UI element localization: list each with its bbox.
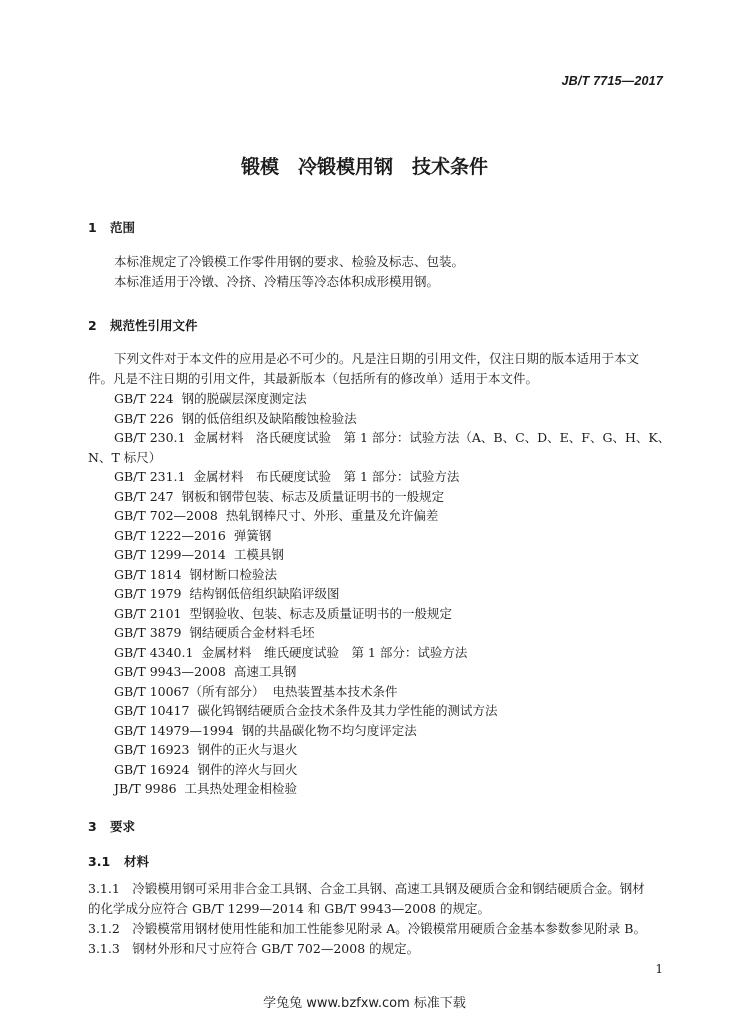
reference-item: [114, 389, 307, 409]
section-title: 规范性引用文件: [110, 318, 198, 333]
paragraph: 本标准适用于冷镦、冷挤、冷精压等冷态体积成形模用钢。: [114, 274, 440, 289]
reference-title: 工模具钢: [233, 547, 284, 562]
section-3-heading: [88, 817, 135, 835]
section-number: 2: [88, 318, 97, 333]
paragraph: 的化学成分应符合 GB/T 1299—2014 和 GB/T 9943—2008 的规定。: [88, 901, 491, 916]
reference-code: GB/T 226: [114, 410, 174, 426]
reference-code: GB/T 1979: [114, 586, 182, 601]
reference-item: [114, 701, 497, 721]
section-number: 1: [88, 220, 97, 235]
reference-title: 钢的低倍组织及缺陷酸蚀检验法: [181, 410, 357, 426]
footer-watermark: 学兔兔 www.bzfxw.com 标准下载: [263, 996, 466, 1011]
reference-title: 金属材料 洛氏硬度试验 第 1 部分：试验方法（A、B、C、D、E、F、G、H、K、: [193, 430, 671, 445]
reference-title: 钢件的正火与退火: [197, 742, 298, 757]
reference-title: 热轧钢棒尺寸、外形、重量及允许偏差: [225, 508, 439, 523]
reference-item: [114, 623, 315, 643]
paragraph: 3.1.3 钢材外形和尺寸应符合 GB/T 702—2008 的规定。: [88, 941, 420, 956]
reference-title: 钢结硬质合金材料毛坯: [189, 625, 315, 640]
document-title: 锻模 冷锻模用钢 技术条件: [240, 156, 488, 178]
reference-code: GB/T 10417: [114, 703, 190, 718]
reference-code: GB/T 4340.1: [114, 644, 194, 660]
reference-title: 高速工具钢: [233, 664, 297, 679]
reference-title: 金属材料 维氏硬度试验 第 1 部分：试验方法: [201, 644, 468, 660]
reference-code: GB/T 1222—2016: [114, 527, 226, 543]
paragraph: 下列文件对于本文件的应用是必不可少的。凡是注日期的引用文件，仅注日期的版本适用于本文: [114, 351, 640, 366]
reference-title: 弹簧钢: [233, 527, 272, 543]
subsection-number: 3.1: [88, 854, 111, 869]
section-2-heading: [88, 316, 198, 334]
paragraph: 件。凡是不注日期的引用文件，其最新版本（包括所有的修改单）适用于本文件。: [88, 371, 539, 386]
reference-item: [114, 662, 296, 682]
subsection-3-1-heading: [88, 852, 149, 870]
reference-title: 钢材断口检验法: [189, 566, 278, 582]
reference-item: [114, 779, 297, 799]
reference-item: [114, 409, 357, 429]
reference-code: GB/T 702—2008: [114, 508, 218, 523]
reference-item: [114, 467, 459, 487]
paragraph: 3.1.2 冷锻模常用钢材使用性能和加工性能参见附录 A。冷锻模常用硬质合金基本参数参见附录 B。: [88, 921, 646, 936]
reference-item: [114, 682, 397, 702]
page-number: 1: [655, 962, 663, 976]
reference-title: 工具热处理金相检验: [184, 781, 298, 796]
reference-code: JB/T 9986: [114, 781, 177, 796]
paragraph: 3.1.1 冷锻模用钢可采用非合金工具钢、合金工具钢、高速工具钢及硬质合金和钢结硬质合金。钢材: [88, 881, 645, 896]
reference-code: GB/T 231.1: [114, 469, 186, 484]
reference-title: 金属材料 布氏硬度试验 第 1 部分：试验方法: [193, 469, 460, 484]
reference-title: 钢的脱碳层深度测定法: [181, 391, 307, 406]
reference-item: [114, 604, 452, 624]
reference-title: 电热装置基本技术条件: [272, 683, 398, 699]
reference-item: [114, 740, 297, 760]
reference-item: [114, 721, 417, 741]
section-number: 3: [88, 819, 97, 834]
reference-code: GB/T 1814: [114, 566, 182, 582]
reference-item: [114, 487, 444, 507]
reference-title: 钢件的淬火与回火: [197, 761, 298, 777]
subsection-title: 材料: [124, 854, 150, 869]
reference-code: GB/T 247: [114, 488, 174, 504]
reference-item: [114, 545, 284, 565]
reference-item: [114, 428, 670, 448]
standard-number: JB/T 7715—2017: [561, 74, 663, 88]
reference-code: GB/T 224: [114, 391, 174, 406]
reference-code: GB/T 9943—2008: [114, 664, 226, 679]
reference-item: [88, 448, 161, 468]
reference-title: 钢板和钢带包装、标志及质量证明书的一般规定: [181, 488, 445, 504]
reference-code: GB/T 2101: [114, 605, 182, 621]
reference-code: GB/T 3879: [114, 625, 182, 640]
reference-item: [114, 526, 271, 546]
reference-title: 碳化钨钢结硬质合金技术条件及其力学性能的测试方法: [197, 703, 498, 718]
reference-title: 结构钢低倍组织缺陷评级图: [189, 586, 340, 601]
reference-code: GB/T 16924: [114, 761, 190, 777]
reference-item: [114, 643, 467, 663]
reference-item: [114, 565, 277, 585]
reference-title: N、T 标尺）: [88, 449, 162, 465]
section-title: 范围: [110, 220, 136, 235]
section-1-heading: [88, 218, 135, 236]
reference-item: [114, 584, 340, 604]
reference-code: GB/T 14979—1994: [114, 722, 234, 738]
reference-code: GB/T 230.1: [114, 430, 186, 445]
section-title: 要求: [110, 819, 136, 834]
reference-title: 型钢验收、包装、标志及质量证明书的一般规定: [189, 605, 453, 621]
reference-code: GB/T 1299—2014: [114, 547, 226, 562]
reference-item: [114, 760, 297, 780]
reference-code: GB/T 10067（所有部分）: [114, 683, 265, 699]
reference-item: [114, 506, 438, 526]
paragraph: 本标准规定了冷锻模工作零件用钢的要求、检验及标志、包装。: [114, 254, 465, 269]
reference-title: 钢的共晶碳化物不均匀度评定法: [241, 722, 417, 738]
reference-code: GB/T 16923: [114, 742, 190, 757]
